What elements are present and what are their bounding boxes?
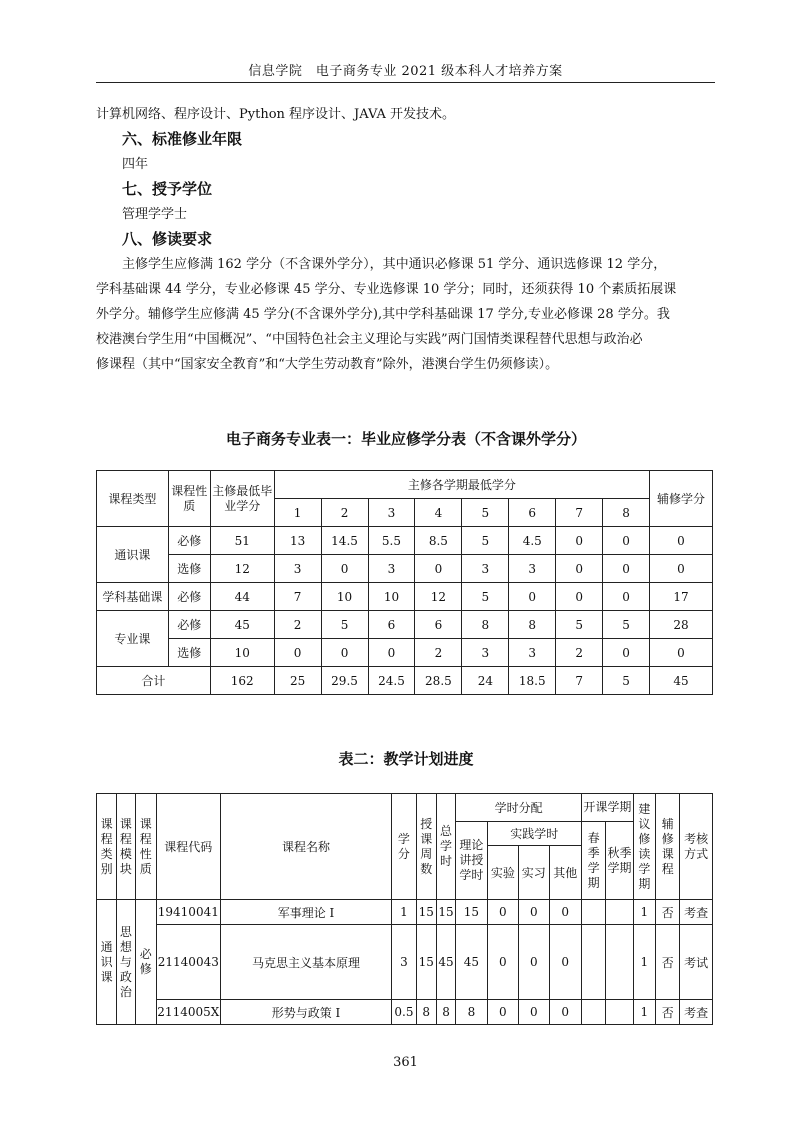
section-7-body: 管理学学士 [122,207,188,222]
cell-sem: 10 [368,583,415,611]
table1-title: 电子商务专业表一：毕业应修学分表（不含课外学分） [225,430,586,448]
cell-minor: 45 [650,667,713,695]
cell-nature: 选修 [168,555,210,583]
cell-sem: 0 [368,639,415,667]
cell-experiment: 0 [487,925,518,1000]
cell-minor: 17 [650,583,713,611]
cell-theory: 8 [456,1000,487,1025]
cell-theory: 45 [456,925,487,1000]
table-row [97,1000,713,1025]
cell-sem: 3 [462,555,509,583]
section-7-heading: 七、授予学位 [122,180,213,198]
cell-minor: 0 [650,555,713,583]
cell-sem: 0 [556,583,603,611]
header-course-type: 课程类型 [97,471,169,527]
cell-nature: 选修 [168,639,210,667]
cell-other: 0 [549,925,581,1000]
cell-sem: 2 [274,611,321,639]
header-experiment: 实验 [487,846,518,900]
header-nature: 课程性质 [135,794,156,900]
cell-internship: 0 [519,900,549,925]
cell-sem: 28.5 [415,667,462,695]
cell-sem: 8 [509,611,556,639]
cell-sem: 12 [415,583,462,611]
cell-sem: 5.5 [368,527,415,555]
cell-sem: 0 [556,555,603,583]
page-number: 361 [393,1055,418,1070]
header-rule [96,82,715,83]
cell-sem: 24 [462,667,509,695]
cell-sem: 5 [603,611,650,639]
cell-sem: 3 [509,639,556,667]
total-label: 合计 [97,667,211,695]
cell-minor: 0 [650,527,713,555]
section-8-line: 外学分。辅修学生应修满 45 学分(不含课外学分),其中学科基础课 17 学分,专业必修课 28 学分。我 [96,307,670,322]
header-exam: 考核方式 [680,794,713,900]
header-internship: 实习 [519,846,549,900]
header-semester: 4 [415,499,462,527]
group-general: 通识课 [97,527,169,583]
table-row [97,527,713,555]
section-8-line: 主修学生应修满 162 学分（不含课外学分），其中通识必修课 51 学分、通识选修课 12 学分， [122,257,667,272]
cell-sem: 5 [321,611,368,639]
cell-spring [581,900,605,925]
header-semester: 8 [603,499,650,527]
cell-suggested: 1 [633,1000,655,1025]
cell-sem: 3 [462,639,509,667]
group-major: 专业课 [97,611,169,667]
page-header: 信息学院 电子商务专业 2021 级本科人才培养方案 [248,64,563,79]
cell-experiment: 0 [487,900,518,925]
cell-credits: 3 [392,925,416,1000]
header-semester: 5 [462,499,509,527]
cell-spring [581,1000,605,1025]
cell-total: 45 [210,611,274,639]
header-category: 课程类别 [97,794,117,900]
header-semester: 6 [509,499,556,527]
table-row [97,611,713,639]
cell-total-hours: 8 [436,1000,455,1025]
cell-sem: 6 [415,611,462,639]
cell-sem: 18.5 [509,667,556,695]
cell-nature: 必修 [168,611,210,639]
cell-name: 马克思主义基本原理 [220,925,392,1000]
group-basic: 学科基础课 [97,583,169,611]
cell-sem: 0 [415,555,462,583]
cell-sem: 13 [274,527,321,555]
cell-other: 0 [549,1000,581,1025]
continuation-text: 计算机网络、程序设计、Python 程序设计、JAVA 开发技术。 [96,107,455,122]
header-weeks: 授课周数 [416,794,436,900]
cell-sem: 3 [509,555,556,583]
cell-sem: 8.5 [415,527,462,555]
table2-title: 表二：教学计划进度 [338,750,474,768]
header-total-hours: 总学时 [436,794,455,900]
section-8-line: 校港澳台学生用“中国概况”、“中国特色社会主义理论与实践”两门国情类课程替代思想与政治必 [96,332,643,347]
header-code: 课程代码 [156,794,220,900]
cell-credits: 0.5 [392,1000,416,1025]
cell-suggested: 1 [633,900,655,925]
header-min-credits: 主修最低毕业学分 [210,471,274,527]
header-hours-group: 学时分配 [456,794,582,822]
header-minor: 辅修课程 [656,794,680,900]
cell-experiment: 0 [487,1000,518,1025]
cell-theory: 15 [456,900,487,925]
cell-code: 21140043 [156,925,220,1000]
cell-spring [581,925,605,1000]
section-8-heading: 八、修读要求 [122,230,213,248]
group-nature: 必修 [135,900,156,1025]
cell-sem: 0 [603,527,650,555]
cell-internship: 0 [519,925,549,1000]
cell-sem: 5 [556,611,603,639]
group-category: 通识课 [97,900,117,1025]
cell-minor: 否 [656,1000,680,1025]
cell-minor: 28 [650,611,713,639]
header-semester: 2 [321,499,368,527]
section-6-body: 四年 [122,157,149,172]
header-course-nature: 课程性质 [168,471,210,527]
header-spring: 春季学期 [581,822,605,900]
header-minor-credits: 辅修学分 [650,471,713,527]
header-module: 课程模块 [117,794,135,900]
cell-sem: 29.5 [321,667,368,695]
cell-credits: 1 [392,900,416,925]
cell-sem: 5 [603,667,650,695]
cell-total-hours: 15 [436,900,455,925]
cell-sem: 0 [321,639,368,667]
cell-weeks: 15 [416,900,436,925]
header-semester: 1 [274,499,321,527]
teaching-plan-table [96,793,713,1025]
header-semester-group: 开课学期 [581,794,633,822]
cell-sem: 0 [603,555,650,583]
cell-exam: 考查 [680,900,713,925]
cell-sem: 2 [556,639,603,667]
cell-sem: 3 [368,555,415,583]
cell-sem: 7 [274,583,321,611]
section-8-body [96,252,716,377]
header-autumn: 秋季学期 [606,822,633,900]
cell-internship: 0 [519,1000,549,1025]
body-text [96,102,716,377]
cell-sem: 10 [321,583,368,611]
header-other: 其他 [549,846,581,900]
cell-minor: 0 [650,639,713,667]
cell-code: 2114005X [156,1000,220,1025]
table-row [97,555,713,583]
header-semester-group: 主修各学期最低学分 [274,471,649,499]
cell-sem: 0 [321,555,368,583]
cell-total-hours: 45 [436,925,455,1000]
cell-name: 形势与政策 I [220,1000,392,1025]
cell-sem: 0 [556,527,603,555]
cell-name: 军事理论 I [220,900,392,925]
header-semester: 7 [556,499,603,527]
cell-sem: 7 [556,667,603,695]
cell-autumn [606,900,633,925]
cell-sem: 25 [274,667,321,695]
section-8-line: 学科基础课 44 学分，专业必修课 45 学分、专业选修课 10 学分；同时，还须获得 10 个素质拓展课 [96,282,677,297]
cell-sem: 3 [274,555,321,583]
cell-sem: 0 [274,639,321,667]
cell-suggested: 1 [633,925,655,1000]
section-6-heading: 六、标准修业年限 [122,130,243,148]
header-theory: 理论讲授学时 [456,822,487,900]
cell-sem: 0 [603,639,650,667]
table-row [97,639,713,667]
cell-sem: 8 [462,611,509,639]
cell-sem: 5 [462,583,509,611]
cell-sem: 14.5 [321,527,368,555]
cell-sem: 0 [603,583,650,611]
cell-nature: 必修 [168,527,210,555]
cell-weeks: 15 [416,925,436,1000]
table-row [97,925,713,1000]
section-8-line: 修课程（其中“国家安全教育”和“大学生劳动教育”除外，港澳台学生仍须修读）。 [96,357,559,372]
cell-exam: 考试 [680,925,713,1000]
header-suggested: 建议修读学期 [633,794,655,900]
group-module: 思想与政治 [117,900,135,1025]
cell-minor: 否 [656,900,680,925]
table-total-row [97,667,713,695]
cell-total: 10 [210,639,274,667]
cell-sem: 2 [415,639,462,667]
cell-sem: 0 [509,583,556,611]
cell-total: 44 [210,583,274,611]
cell-exam: 考查 [680,1000,713,1025]
credit-table [96,470,713,695]
cell-total: 12 [210,555,274,583]
cell-total: 162 [210,667,274,695]
header-name: 课程名称 [220,794,392,900]
cell-autumn [606,925,633,1000]
cell-autumn [606,1000,633,1025]
cell-sem: 24.5 [368,667,415,695]
cell-sem: 4.5 [509,527,556,555]
table-row [97,900,713,925]
cell-sem: 6 [368,611,415,639]
cell-minor: 否 [656,925,680,1000]
table-row [97,583,713,611]
cell-other: 0 [549,900,581,925]
header-semester: 3 [368,499,415,527]
header-credits: 学分 [392,794,416,900]
header-practice-group: 实践学时 [487,822,581,846]
cell-code: 19410041 [156,900,220,925]
cell-nature: 必修 [168,583,210,611]
cell-weeks: 8 [416,1000,436,1025]
cell-sem: 5 [462,527,509,555]
cell-total: 51 [210,527,274,555]
